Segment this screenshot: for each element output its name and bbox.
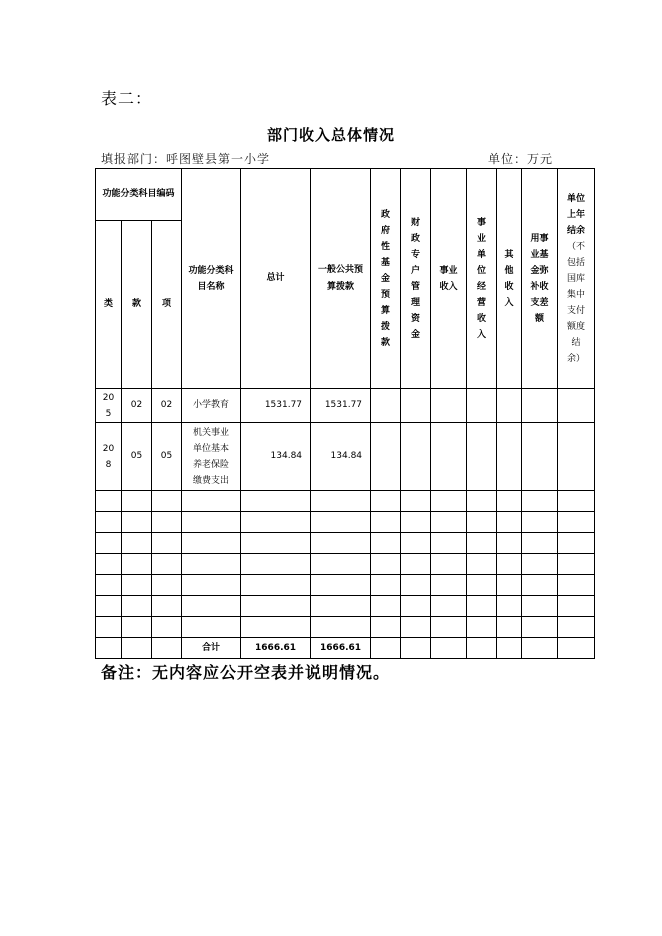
unit-label: 单位：万元	[488, 152, 554, 166]
cell-xiang: 02	[152, 389, 182, 423]
header-fund-supplement: 用事业基金弥补收支差额	[522, 169, 558, 389]
cell-xiang: 05	[152, 423, 182, 491]
cell-general: 134.84	[311, 423, 371, 491]
header-kuan: 款	[122, 221, 152, 389]
cell-total: 134.84	[241, 423, 311, 491]
header-general-budget: 一般公共预算拨款	[311, 169, 371, 389]
cell-name: 小学教育	[182, 389, 241, 423]
footnote: 备注：无内容应公开空表并说明情况。	[101, 663, 391, 682]
header-func-code: 功能分类科目编码	[96, 169, 182, 221]
cell-total: 1531.77	[241, 389, 311, 423]
table-number-label: 表二：	[101, 89, 153, 108]
empty-row	[96, 512, 595, 533]
header-other-income: 其他收入	[497, 169, 522, 389]
header-unit-operating: 事业单位经营收入	[467, 169, 497, 389]
total-general-value: 1666.61	[311, 638, 371, 659]
header-fiscal-special: 财政专户管理资金	[401, 169, 431, 389]
cell-kuan: 05	[122, 423, 152, 491]
cell-lei: 208	[96, 423, 122, 491]
table-row	[96, 389, 595, 423]
header-xiang: 项	[152, 221, 182, 389]
header-business-income: 事业收入	[431, 169, 467, 389]
page-title: 部门收入总体情况	[266, 126, 395, 144]
total-row	[96, 638, 595, 659]
header-total: 总计	[241, 169, 311, 389]
table-row	[96, 423, 595, 491]
department-label: 填报部门：呼图壁县第一小学	[101, 152, 271, 166]
header-func-name: 功能分类科目名称	[182, 169, 241, 389]
cell-kuan: 02	[122, 389, 152, 423]
income-table	[95, 168, 595, 659]
empty-row	[96, 554, 595, 575]
total-value: 1666.61	[241, 638, 311, 659]
cell-lei: 205	[96, 389, 122, 423]
empty-row	[96, 575, 595, 596]
header-gov-fund: 政府性基金预算拨款	[371, 169, 401, 389]
empty-row	[96, 617, 595, 638]
empty-row	[96, 533, 595, 554]
header-prior-balance: 单位上年结余（不包括国库集中支付额度结余）	[558, 169, 595, 389]
header-lei: 类	[96, 221, 122, 389]
cell-general: 1531.77	[311, 389, 371, 423]
empty-row	[96, 491, 595, 512]
cell-name: 机关事业单位基本养老保险缴费支出	[182, 423, 241, 491]
total-label: 合计	[182, 638, 241, 659]
empty-row	[96, 596, 595, 617]
